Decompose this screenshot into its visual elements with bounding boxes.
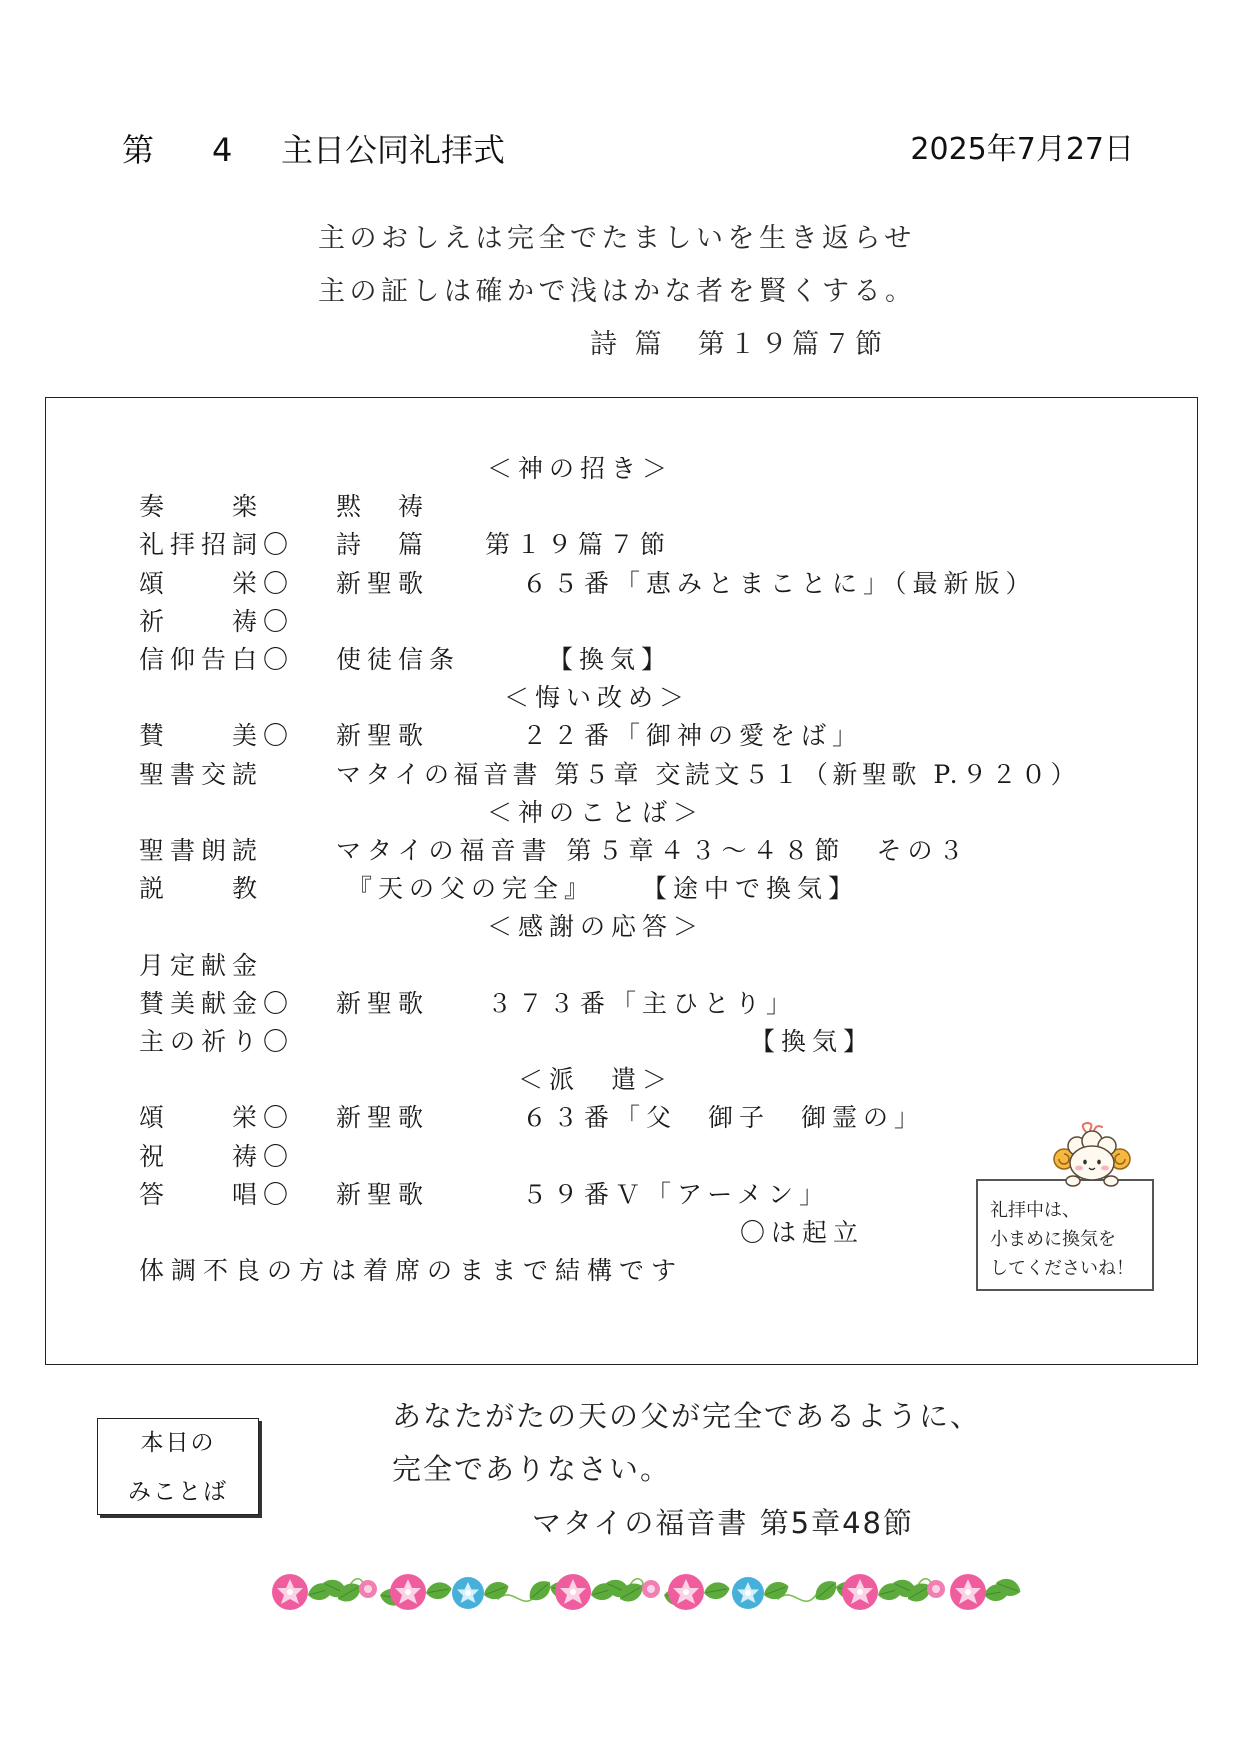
ventilation-note: 【換気】 — [548, 645, 673, 674]
item-detail: 使徒信条 — [336, 645, 461, 674]
item-detail: マタイの福音書 第５章４３～４８節 その３ — [336, 836, 970, 865]
sermon-title: 『天の父の完全』 — [347, 874, 596, 903]
service-item-row — [46, 832, 1197, 870]
item-detail: 新聖歌 — [336, 989, 430, 1018]
section-heading-row — [46, 794, 1197, 832]
service-item-row — [46, 488, 1197, 526]
item-label: 奏 楽 — [139, 492, 264, 521]
item-label: 答 唱〇 — [139, 1180, 295, 1209]
sunday-number: 4 — [212, 131, 233, 169]
notice-line-3: してくださいね！ — [990, 1258, 1134, 1279]
item-label: 月定献金 — [139, 951, 264, 980]
item-extra: ５９番Ｖ「アーメン」 — [522, 1180, 831, 1209]
item-detail: 詩 篇 — [336, 530, 430, 559]
flower-bud-icon — [927, 1580, 945, 1598]
section-heading-row — [46, 1061, 1197, 1099]
header-prefix: 第 — [122, 131, 155, 169]
morning-glory-border — [268, 1555, 1028, 1630]
sheep-face — [1070, 1146, 1114, 1180]
ventilation-notice-sign — [976, 1179, 1154, 1291]
todays-word-label-line-2: みことば — [128, 1479, 228, 1505]
section-heading-row — [46, 679, 1197, 717]
section-heading: ＜派 遣＞ — [518, 1065, 674, 1094]
health-note: 体調不良の方は着席のままで結構です — [139, 1256, 684, 1285]
item-label: 頌 栄〇 — [139, 569, 295, 598]
todays-word-line-2: 完全でありなさい。 — [392, 1452, 672, 1486]
item-label: 信仰告白〇 — [139, 645, 295, 674]
epigraph-reference: 詩 篇 第１９篇７節 — [590, 329, 887, 360]
leaf-icon — [425, 1580, 453, 1601]
item-extra: ２２番「御神の愛をば」 — [522, 721, 864, 750]
item-detail: 黙 祷 — [336, 492, 430, 521]
service-title: 主日公同礼拝式 — [281, 131, 506, 169]
leaf-icon — [703, 1580, 731, 1601]
item-label: 祈 祷〇 — [139, 607, 295, 636]
service-item-row — [46, 985, 1197, 1023]
service-item-row — [46, 1023, 1197, 1061]
section-heading: ＜神のことば＞ — [487, 798, 705, 827]
section-heading: ＜感謝の応答＞ — [487, 912, 705, 941]
service-item-row — [46, 1099, 1197, 1137]
item-detail: 新聖歌 — [336, 569, 430, 598]
todays-word-reference: マタイの福音書 第5章48節 — [532, 1506, 914, 1540]
item-detail: 新聖歌 — [336, 1103, 430, 1132]
service-item-row — [46, 756, 1197, 794]
service-item-row — [46, 526, 1197, 564]
item-label: 礼拝招詞〇 — [139, 530, 295, 559]
item-extra: ６５番「恵みとまことに」（最新版） — [522, 569, 1037, 598]
leaf-icon — [811, 1576, 842, 1605]
ventilation-note: 【途中で換気】 — [642, 874, 860, 903]
pink-morning-glory-icon — [842, 1574, 878, 1610]
blue-morning-glory-icon — [452, 1577, 484, 1609]
item-label: 説 教 — [139, 874, 264, 903]
item-extra: ３７３番「主ひとり」 — [487, 989, 798, 1018]
flower-bud-icon — [359, 1580, 377, 1598]
service-item-row — [46, 603, 1197, 641]
section-heading: ＜神の招き＞ — [487, 454, 674, 483]
service-item-row — [46, 641, 1197, 679]
leaf-icon — [761, 1578, 791, 1602]
item-extra: 第１９篇７節 — [485, 530, 672, 559]
pink-morning-glory-icon — [272, 1574, 308, 1610]
pink-morning-glory-icon — [950, 1574, 986, 1610]
item-label: 賛美献金〇 — [139, 989, 295, 1018]
item-label: 頌 栄〇 — [139, 1103, 295, 1132]
pink-morning-glory-icon — [390, 1574, 426, 1610]
item-label: 主の祈り〇 — [139, 1027, 295, 1056]
section-heading-row — [46, 450, 1197, 488]
item-label: 祝 祷〇 — [139, 1142, 295, 1171]
item-extra: ６３番「父 御子 御霊の」 — [522, 1103, 926, 1132]
item-label: 賛 美〇 — [139, 721, 295, 750]
service-item-row — [46, 565, 1197, 603]
order-of-service-box — [45, 397, 1198, 1365]
section-heading-row — [46, 908, 1197, 946]
service-item-row — [46, 947, 1197, 985]
item-detail: マタイの福音書 第５章 交読文５１（新聖歌 P.９２０） — [336, 760, 1081, 789]
notice-line-1: 礼拝中は、 — [990, 1200, 1080, 1221]
leaf-icon — [481, 1578, 511, 1602]
ventilation-note: 【換気】 — [750, 1027, 875, 1056]
item-label: 聖書朗読 — [139, 836, 264, 865]
standing-legend: 〇は起立 — [740, 1218, 865, 1247]
notice-line-2: 小まめに換気を — [990, 1229, 1116, 1250]
pink-morning-glory-icon — [555, 1574, 591, 1610]
epigraph-line-2: 主の証しは確かで浅はかな者を賢くする。 — [318, 276, 917, 307]
service-item-row — [46, 1138, 1197, 1176]
service-item-row — [46, 870, 1197, 908]
todays-word-label — [97, 1418, 259, 1515]
item-label: 聖書交読 — [139, 760, 264, 789]
todays-word-line-1: あなたがたの天の父が完全であるように、 — [392, 1399, 982, 1433]
epigraph-line-1: 主のおしえは完全でたましいを生き返らせ — [318, 223, 916, 254]
blue-morning-glory-icon — [732, 1577, 764, 1609]
item-detail: 新聖歌 — [336, 721, 430, 750]
sheep-illustration — [1042, 1121, 1142, 1187]
pink-morning-glory-icon — [668, 1574, 704, 1610]
section-heading: ＜悔い改め＞ — [504, 683, 691, 712]
item-detail: 新聖歌 — [336, 1180, 430, 1209]
todays-word-label-line-1: 本日の — [140, 1430, 216, 1456]
service-date: 2025年7月27日 — [910, 132, 1134, 167]
flower-bud-icon — [642, 1580, 660, 1598]
service-item-row — [46, 717, 1197, 755]
